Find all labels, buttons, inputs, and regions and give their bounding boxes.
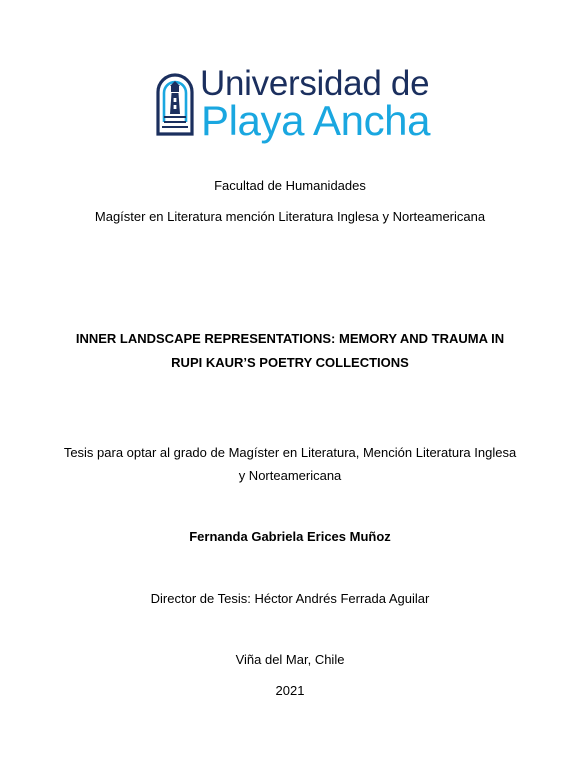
thesis-statement-line1: Tesis para optar al grado de Magíster en Literatura, Mención Literatura Inglesa	[63, 445, 517, 460]
program-name: Magíster en Literatura mención Literatura Inglesa y Norteamericana	[94, 209, 486, 224]
author-name: Fernanda Gabriela Erices Muñoz	[189, 529, 391, 544]
logo-text-line2: Playa Ancha	[201, 97, 431, 144]
university-logo	[155, 64, 435, 144]
thesis-title-line2: RUPI KAUR’S POETRY COLLECTIONS	[171, 355, 409, 370]
place: Viña del Mar, Chile	[235, 652, 345, 667]
thesis-director: Director de Tesis: Héctor Andrés Ferrada Aguilar	[150, 591, 430, 606]
year: 2021	[275, 683, 305, 698]
thesis-title-line1: INNER LANDSCAPE REPRESENTATIONS: MEMORY AND TRAUMA IN	[75, 331, 505, 346]
lighthouse-icon	[155, 72, 195, 136]
faculty-name: Facultad de Humanidades	[214, 178, 366, 193]
thesis-statement-line2: y Norteamericana	[238, 468, 342, 483]
logo-text-line1: Universidad de	[200, 64, 430, 103]
